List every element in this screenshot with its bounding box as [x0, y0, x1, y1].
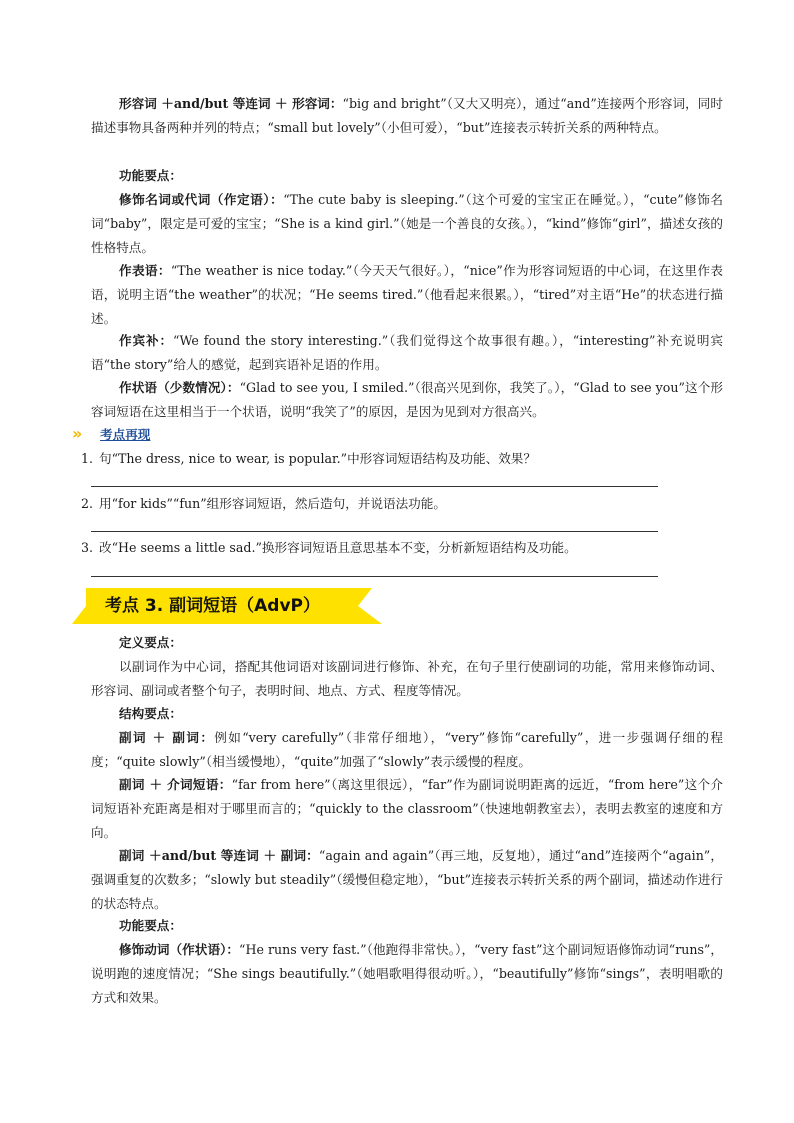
- advp-definition-heading: 定义要点：: [119, 635, 182, 650]
- question-number: 3.: [81, 540, 94, 555]
- exam-question-3: [81, 538, 721, 558]
- adj-predicative-paragraph: [91, 259, 723, 331]
- advp-adv-adv-text: 例如“very carefully”（非常仔细地），“very”修饰“carefully”，进一步强调仔细的程度；“quite slowly”（相当缓慢地），“quite”加强了“slowly”表示缓慢的程度。: [91, 730, 723, 769]
- exam-question-2: [81, 494, 721, 514]
- advp-modify-verb-text: “He runs very fast.”（他跑得非常快。），“very fast”这个副词短语修饰动词“runs”，说明跑的速度情况；“She sings beautifully.”（她唱歌唱得很动听。），“beautifully”修饰“sings”，表明唱歌的方式和效果。: [91, 942, 723, 1005]
- adj-function-heading: 功能要点：: [119, 168, 182, 183]
- advp-modify-verb-paragraph: [91, 938, 723, 1010]
- advp-structure-heading: 结构要点：: [119, 706, 182, 721]
- adj-attributive-text: “The cute baby is sleeping.”（这个可爱的宝宝正在睡觉。），“cute”修饰名词“baby”，限定是可爱的宝宝；“She is a kind girl.”（她是一个善良的女孩。），“kind”修饰“girl”，描述女孩的性格特点。: [91, 192, 724, 255]
- question-text: 改“He seems a little sad.”换形容词短语且意思基本不变，分析新短语结构及功能。: [99, 540, 577, 555]
- advp-coordination-label: 副词 ＋and/but 等连词 ＋ 副词：: [119, 848, 319, 863]
- adj-object-complement-text: “We found the story interesting.”（我们觉得这个故事很有趣。），“interesting”补充说明宾语“the story”给人的感觉，起到宾语补足语的作用。: [91, 333, 724, 372]
- advp-modify-verb-label: 修饰动词（作状语）：: [119, 942, 240, 957]
- exam-question-1: [81, 449, 721, 469]
- answer-line-1[interactable]: [91, 486, 658, 487]
- adj-attributive-label: 修饰名词或代词（作定语）：: [119, 192, 284, 207]
- advp-adv-prep-label: 副词 ＋ 介词短语：: [119, 777, 232, 792]
- adj-adverbial-paragraph: [91, 376, 723, 424]
- question-text: 用“for kids”“fun”组形容词短语，然后造句，并说语法功能。: [99, 496, 446, 511]
- adj-adverbial-label: 作状语（少数情况）：: [119, 380, 240, 395]
- question-number: 2.: [81, 496, 94, 511]
- advp-coordination-text: “again and again”（再三地，反复地），通过“and”连接两个“again”，强调重复的次数多；“slowly but steadily”（缓慢但稳定地），“but”连接表示转折关系的两个副词，描述动作进行的状态特点。: [91, 848, 723, 911]
- section-banner-title: 考点 3. 副词短语（AdvP）: [105, 596, 320, 616]
- advp-adv-prep-paragraph: [91, 773, 723, 845]
- advp-adv-adv-label: 副词 ＋ 副词：: [119, 730, 215, 745]
- question-text: 句“The dress, nice to wear, is popular.”中形容词短语结构及功能、效果？: [99, 451, 536, 466]
- adj-adverbial-text: “Glad to see you, I smiled.”（很高兴见到你，我笑了。），“Glad to see you”这个形容词短语在这里相当于一个状语，说明“我笑了”的原因，是因为见到对方很高兴。: [91, 380, 723, 419]
- answer-line-3[interactable]: [91, 576, 658, 577]
- adj-coordination-text: “big and bright”（又大又明亮），通过“and”连接两个形容词，同时描述事物具备两种并列的特点；“small but lovely”（小但可爱），“but”连接表示转折关系的两种特点。: [91, 96, 723, 135]
- adj-coordination-label: 形容词 ＋and/but 等连词 ＋ 形容词：: [119, 96, 343, 111]
- adj-predicative-text: “The weather is nice today.”（今天天气很好。），“nice”作为形容词短语的中心词，在这里作表语，说明主语“the weather”的状况；“He seems tired.”（他看起来很累。），“tired”对主语“He”的状态进行描述。: [91, 263, 723, 326]
- advp-adv-prep-text: “far from here”（离这里很远），“far”作为副词说明距离的远近，“from here”这个介词短语补充距离是相对于哪里而言的；“quickly to the classroom”（快速地朝教室去），表明去教室的速度和方向。: [91, 777, 723, 840]
- question-number: 1.: [81, 451, 94, 466]
- adj-object-complement-label: 作宾补：: [119, 333, 174, 348]
- advp-function-heading: 功能要点：: [119, 918, 182, 933]
- advp-adv-adv-paragraph: [91, 726, 723, 774]
- adj-object-complement-paragraph: [91, 329, 723, 377]
- adj-predicative-label: 作表语：: [119, 263, 171, 278]
- double-chevron-icon: »: [72, 424, 83, 443]
- exam-review-title: 考点再现: [100, 427, 151, 442]
- adj-coordination-paragraph: [91, 92, 723, 140]
- advp-coordination-paragraph: [91, 844, 723, 916]
- adj-attributive-paragraph: [91, 188, 723, 260]
- advp-definition-text: 以副词作为中心词，搭配其他词语对该副词进行修饰、补充，在句子里行使副词的功能，常用来修饰动词、形容词、副词或者整个句子，表明时间、地点、方式、程度等情况。: [91, 659, 723, 698]
- answer-line-2[interactable]: [91, 531, 658, 532]
